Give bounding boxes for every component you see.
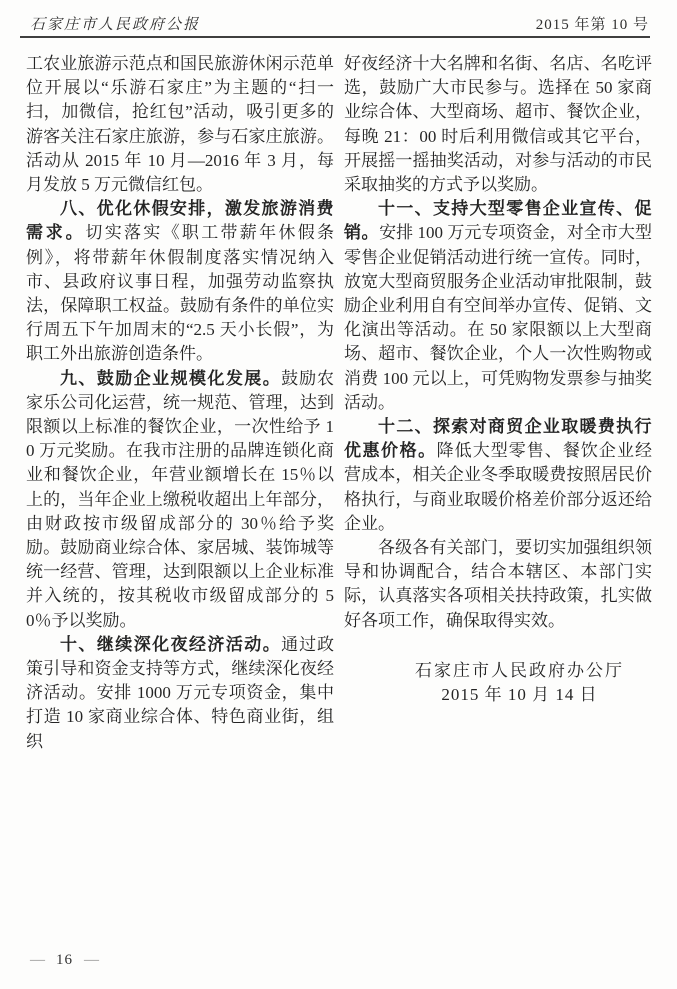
paragraph-heading: 十一、支持大型零售企业宣传、促销。	[344, 199, 652, 243]
paragraph-text: 各级各有关部门，要切实加强组织领导和协调配合，结合本辖区、本部门实际，认真落实各项相关扶持政策，扎实做好各项工作，确保取得实效。	[344, 538, 652, 630]
document-body	[26, 52, 652, 754]
footer-dash-left: —	[30, 952, 45, 968]
paragraph-text: 降低大型零售、餐饮企业经营成本，相关企业冬季取暖费按照居民价格执行，与商业取暖价格差价部分返还给企业。	[344, 441, 652, 533]
header-rule	[20, 36, 650, 38]
publication-title: 石家庄市人民政府公报	[30, 17, 201, 33]
left-column	[26, 52, 334, 754]
page-number: 16	[56, 952, 73, 968]
signing-organization: 石家庄市人民政府办公厅	[415, 660, 624, 680]
paragraph	[344, 197, 652, 415]
right-column	[344, 52, 652, 754]
paragraph-text: 通过政策引导和资金支持等方式，继续深化夜经济活动。安排 1000 万元专项资金，集中打造 10 家商业综合体、特色商业街，组织	[26, 634, 335, 751]
paragraph-text: 安排 100 万元专项资金，对全市大型零售企业促销活动进行统一宣传。同时，放宽大型商贸服务企业活动审批限制，鼓励企业利用自有空间举办宣传、促销、文化演出等活动。在 50 家限额以上大型商场、超市、餐饮企业，个人一次性购物或消费 100 元以上，可凭购物发票参与抽奖活动。	[344, 223, 653, 412]
signature-block	[415, 659, 624, 707]
paragraph	[26, 52, 334, 197]
paragraph	[344, 536, 652, 633]
paragraph	[26, 367, 334, 633]
paragraph-text: 鼓励农家乐公司化运营，统一规范、管理，达到限额以上标准的餐饮企业，一次性给予 10 万元奖励。在我市注册的品牌连锁化商业和餐饮企业，年营业额增长在 15％以上的，当年企业上缴税收超出上年部分，由财政按市级留成部分的 30％给予奖励。鼓励商业综合体、家居城、装饰城等统一经营、管理，达到限额以上企业标准并入统的，按其税收市级留成部分的 50％予以奖励。	[26, 368, 335, 630]
paragraph-text: 好夜经济十大名牌和名街、名店、名吃评选，鼓励广大市民参与。选择在 50 家商业综合体、大型商场、超市、餐饮企业，每晚 21：00 时后利用微信或其它平台，开展摇一摇抽奖活动，对参与活动的市民采取抽奖的方式予以奖励。	[344, 54, 652, 195]
paragraph-heading: 八、优化休假安排，激发旅游消费需求。	[26, 199, 334, 243]
paragraph	[344, 52, 652, 197]
paragraph-text: 工农业旅游示范点和国民旅游休闲示范单位开展以“乐游石家庄”为主题的“扫一扫，加微信，抢红包”活动，吸引更多的游客关注石家庄旅游，参与石家庄旅游。活动从 2015 年 10 月—2016 年 3 月，每月发放 5 万元微信红包。	[26, 54, 334, 195]
signing-date: 2015 年 10 月 14 日	[441, 685, 598, 705]
paragraph	[344, 415, 652, 536]
paragraph	[26, 197, 334, 366]
issue-number: 2015 年第 10 号	[535, 17, 649, 33]
paragraph-heading: 十、继续深化夜经济活动。	[60, 634, 282, 654]
page-number-footer	[30, 952, 99, 969]
right-column-paragraphs	[344, 52, 652, 633]
running-head	[30, 13, 649, 34]
paragraph	[26, 633, 334, 754]
paragraph-heading: 九、鼓励企业规模化发展。	[60, 368, 282, 388]
footer-dash-right: —	[84, 952, 99, 968]
paragraph-heading: 十二、探索对商贸企业取暖费执行优惠价格。	[344, 417, 652, 461]
paragraph-text: 切实落实《职工带薪年休假条例》，将带薪年休假制度落实情况纳入市、县政府议事日程，加强劳动监察执法，保障职工权益。鼓励有条件的单位实行周五下午加周末的“2.5 天小长假”，为职工外出旅游创造条件。	[26, 223, 335, 364]
left-column-paragraphs	[26, 52, 334, 754]
